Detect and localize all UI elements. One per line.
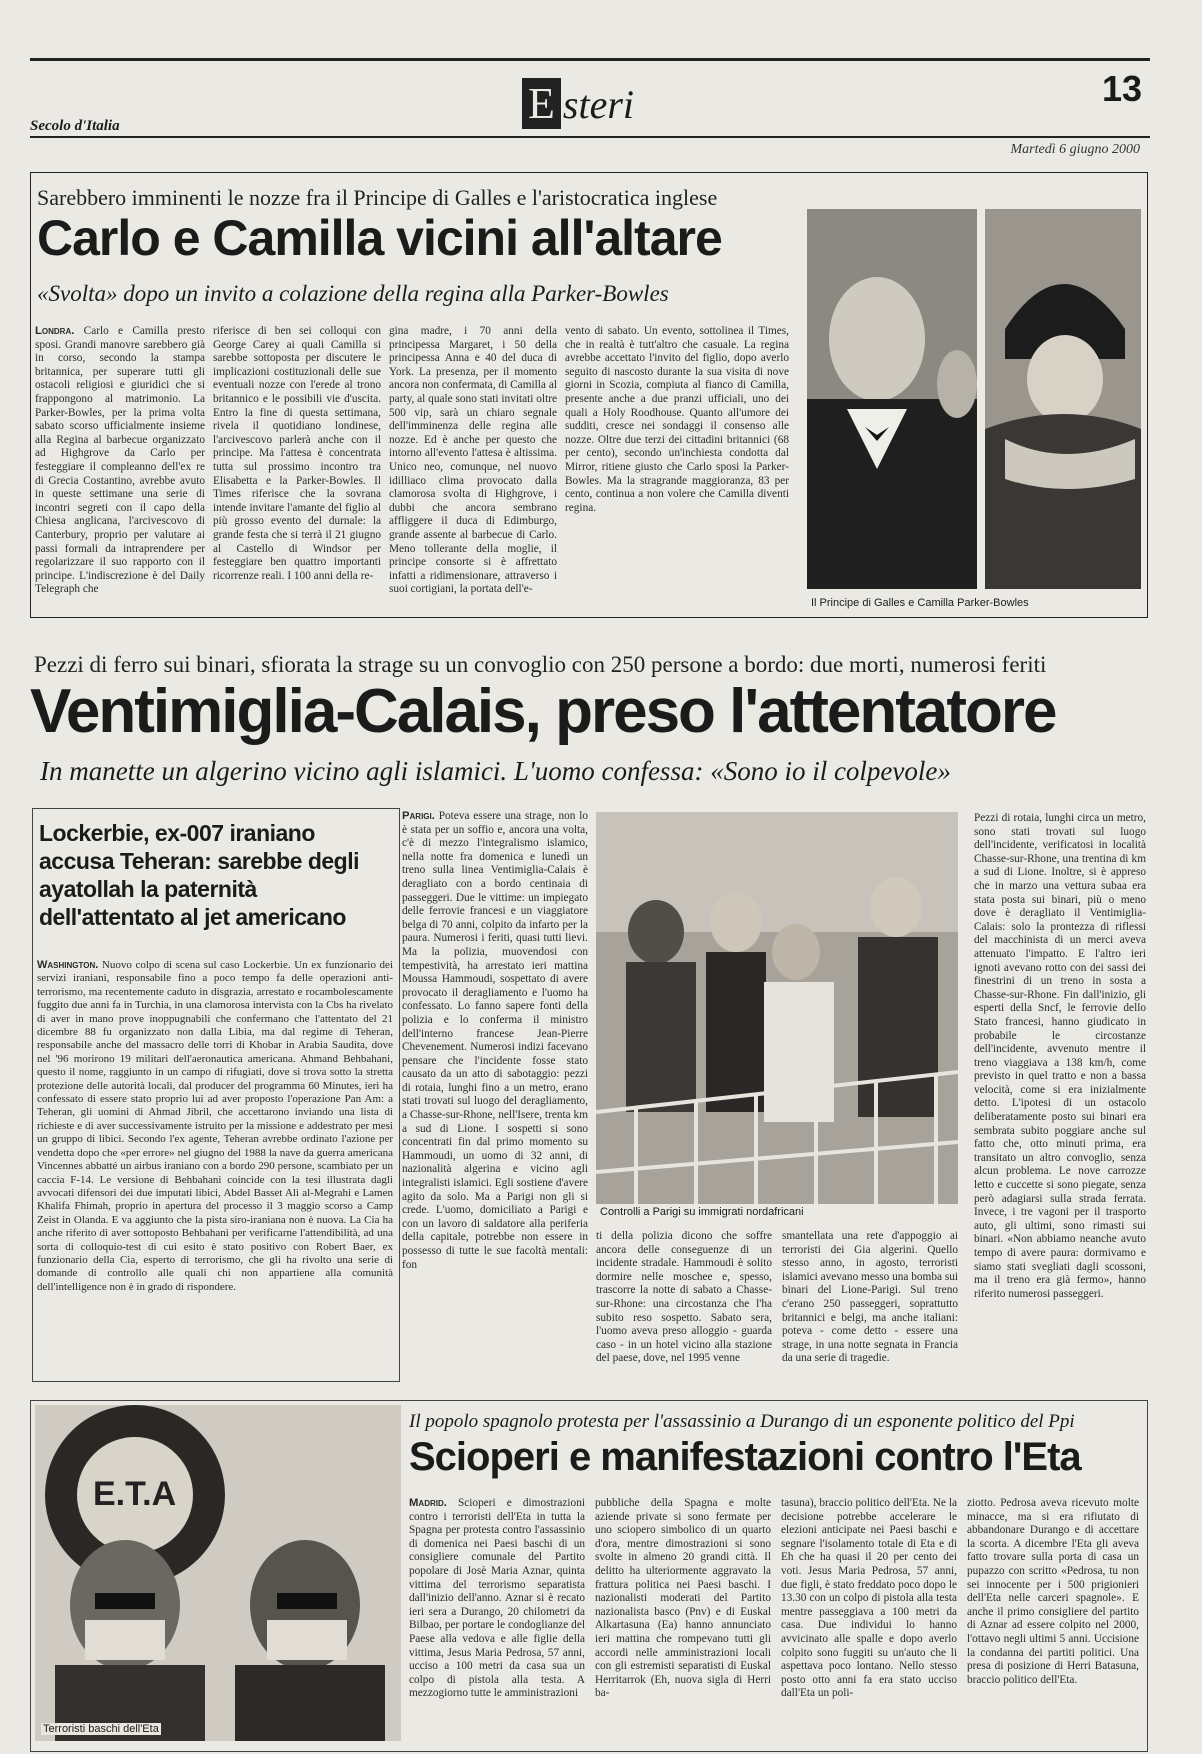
masthead-rule (30, 136, 1150, 138)
top-rule (30, 58, 1150, 61)
story2-dateline: Parigi. (402, 810, 435, 822)
story3-headline: Scioperi e manifestazioni contro l'Eta (409, 1435, 1081, 1479)
story1-photo-caption: Il Principe di Galles e Camilla Parker-Bowles (811, 597, 1029, 609)
photo-prince-charles (807, 209, 977, 589)
story2-photo-caption: Controlli a Parigi su immigrati nordafricani (600, 1206, 804, 1218)
story3-column-2 (595, 1497, 771, 1745)
story1-deck: «Svolta» dopo un invito a colazione della regina alla Parker-Bowles (37, 281, 669, 306)
story1-kicker: Sarebbero imminenti le nozze fra il Principe di Galles e l'aristocratica inglese (37, 185, 718, 210)
story1-col2-text: riferisce di ben sei colloqui con George Carey ai quali Camilla si sarebbe sottoposta per discutere le implicazioni costituzionali delle sue eventuali nozze con l'erede al trono britannico e le possibili vie d'uscita. Entro la fine di questa settimana, rivela il quotidiano londinese, l'arcivescovo parlerà anche con il principe. Ma l'attesa è concentrata tutta sul prossimo incontro tra Elisabetta e la Parker-Bowles. Il Times riferisce che la sovrana intende invitare l'amante del figlio al più grosso evento del durnale: la grande festa che si terrà il 21 giugno al Castello di Windsor per festeggiare ben quattro importanti ricorrenze reali. I 100 anni della re- (213, 325, 381, 582)
section-initial: E (522, 78, 561, 129)
story2-col-d-text: Pezzi di rotaia, lunghi circa un metro, sono stati trovati sul luogo dell'incidente, verificatosi in località Chasse-sur-Rhone, una trentina di km a sud di Lione. Inoltre, si è appreso che in marzo una vettura subaa era stata posta sui binari, più o meno dove è deragliato il Ventimiglia-Calais: solo la prontezza di riflessi del macchinista di un merci aveva attenuato l'impatto. E l'altro ieri ignoti avevano rotto con dei sassi dei finestrini di un treno in sosta a Chasse-sur-Rhone. Fin dall'inizio, gli esperti della Sncf, le ferrovie dello Stato francesi, hanno giudicato in probabile le circostanze dell'incidente, avvenuto mentre il treno viaggiava a 138 km/h, come previsto in quel tratto e non a bassa velocità, come si era inizialmente detto. L'ipotesi di un ostacolo deliberatamente posto sui binari era sembrata subito poggiare anche sul fatto che, otto minuti prima, era transitato un altro convoglio, senza alcun problema. Le nove carrozze letto e cuccette si sono piegate, senza però adagiarsi sulla strada ferrata. Invece, i tre vagoni per il trasporto auto, gli ultimi, sono rimasti sui binari. «Non abbiamo neanche avuto tempo di avere paura: dormivamo e siamo stati svegliati dagli scossoni, ma il treno era già fermo», hanno riferito numerosi passeggeri. (974, 812, 1146, 1300)
paris-controls-image (596, 812, 958, 1204)
story-carlo-camilla (30, 172, 1148, 618)
story3-col1-text: Scioperi e dimostrazioni contro i terroristi dell'Eta in tutta la Spagna per protesta contro l'assassinio di domenica nei Paesi baschi di un consigliere comunale del Partito popolare di Josè Maria Aznar, quinta vittima del terrorismo separatista dall'inizio dell'anno. Aznar si è recato ieri sera a Durango, 20 chilometri da Bilbao, per portare le condoglianze del Paese alla vedova e alle figlie della vittima, Jesus Maria Pedrosa, 57 anni, ucciso a 100 metri da casa sua un colpo di pistola alla testa. A mezzogiorno tutte le amministrazioni (409, 1497, 585, 1700)
story2-col-c-text: smantellata una rete d'appoggio ai terroristi dei Gia algerini. Quello stesso anno, in agosto, terroristi islamici avevano messo una bomba sui binari del Lione-Parigi. Sul treno c'erano 250 passeggeri, soprattutto britannici e belgi, ma anche italiani: poteva - come detto - essere una strage, in una notte segnata in Francia da una serie di tragedie. (782, 1230, 958, 1365)
eta-flag-text: E.T.A (93, 1475, 177, 1513)
story2-column-a (402, 810, 588, 1376)
story3-col2-text: pubbliche della Spagna e molte aziende private si sono fermate per uno sciopero simbolico di un quarto d'ora, mentre dimostrazioni si sono svolte in almeno 20 grandi città. Il delitto ha ulteriormente aggravato la frattura politica nei Paesi baschi. I nazionalisti moderati del Partito nazionalista basco (Pnv) e di Euskal Alkartasuna (Ea) hanno annunciato ieri mattina che rompevano tutti gli accordi nelle amministrazioni locali con gli estremisti separatisti di Euskal Herritarrok (Eh, nuova sigla di Herri ba- (595, 1497, 771, 1700)
story2-col-a-text: Poteva essere una strage, non lo è stata per un soffio e, ancora una volta, c'è di mezzo l'integralismo islamico, nella notte fra domenica e lunedì un treno sulla linea Ventimiglia-Calais è deragliato con a bordo centinaia di passeggeri. Due le vittime: un impiegato delle ferrovie francesi e un viaggiatore belga di 70 anni, colpito da infarto per la paura. Numerosi i feriti, quasi tutti lievi. Ma la polizia, muovendosi con tempestività, ha arrestato ieri mattina Moussa Hammoudi, sospettato di avere provocato il deragliamento e l'uomo ha confessato. Lo fanno sapere fonti della polizia e lo conferma il ministro dell'interno francese Jean-Pierre Chevenement. Numerosi indizi facevano pensare che l'incidente fosse stato causato da un atto di sabotaggio: pezzi di rotaia, lunghi fino a un metro, erano stati trovati sul luogo del deragliamento, a Chasse-sur-Rhone, nell'Isere, trenta km a sud di Lione. I sospetti si sono concentrati fin dal primo momento su Hammoudi, un uomo di 32 anni, di nazionalità algerina e vicino agli integralisti islamici. Egli sostiene d'avere agito da solo. Ma a Parigi non gli si crede. L'uomo, domiciliato a Parigi e con un lavoro di saldatore alla periferia della capitale, potrebbe non essere in possesso di tutte le sue facoltà mentali: fon (402, 810, 588, 1271)
story1-col3-text: gina madre, i 70 anni della principessa Margaret, i 50 della principessa Anna e 40 del duca di York. La presenza, per il momento ancora non confermata, di Camilla al party, al quale sono stati invitati oltre 500 vip, sarà un chiaro segnale dell'imminenza delle regina alle nozze. Ed è anche per questo che intorno all'evento l'attesa è altissima. Unico neo, comunque, nel nuovo idilliaco clima provocato dalla clamorosa svolta di Highgrove, i dubbi che ancora sembrano affliggere il duca di Edimburgo, grande assente al barbecue di Carlo. Meno tollerante della moglie, il principe consorte si è affrettato infatti a ridimensionare, attraverso i suoi cortigiani, la portata dell'e- (389, 325, 557, 596)
story3-photo-caption: Terroristi baschi dell'Eta (43, 1723, 159, 1735)
story1-dateline: Londra. (35, 325, 75, 337)
story2-headline: Ventimiglia-Calais, preso l'attentatore (30, 677, 1056, 746)
issue-date: Martedì 6 giugno 2000 (1010, 142, 1140, 157)
story2-deck: In manette un algerino vicino agli islamici. L'uomo confessa: «Sono io il colpevole» (40, 756, 951, 786)
story2-column-b (596, 1230, 772, 1376)
section-rest: steri (562, 82, 635, 127)
story2-column-c (782, 1230, 958, 1376)
story-eta (30, 1400, 1148, 1752)
page-number: 13 (1101, 68, 1142, 109)
photo-camilla (985, 209, 1141, 589)
story3-kicker: Il popolo spagnolo protesta per l'assassinio a Durango di un esponente politico del Ppi (409, 1411, 1075, 1432)
story3-col3-text: tasuna), braccio politico dell'Eta. Ne la decisione potrebbe accelerare le elezioni anticipate nei Paesi baschi e segnare l'isolamento totale di Eta e di Eh che ha quasi il 20 per cento dei voti. Jesus Maria Pedrosa, 57 anni, due figli, è stato freddato poco dopo le 13.30 con un colpo di pistola alla testa mentre passeggiava a 100 metri da casa. Due individui lo hanno avvicinato alle spalle e dopo averlo colpito sono fuggiti su un'auto che li aspettava poco lontano. Nello stesso posto otto anni fa era stato ucciso dall'Eta un poli- (781, 1497, 957, 1700)
camilla-image (985, 209, 1141, 589)
story2-kicker: Pezzi di ferro sui binari, sfiorata la strage su un convoglio con 250 persone a bordo: due morti, numerosi feriti (34, 652, 1047, 677)
sidebar-body (37, 959, 393, 1373)
story3-dateline: Madrid. (409, 1497, 447, 1509)
sidebar-dateline: Washington. (37, 959, 99, 971)
story3-col4-text: ziotto. Pedrosa aveva ricevuto molte minacce, ma si era rifiutato di abbandonare Durango e di accettare la scorta. A dicembre l'Eta gli aveva fatto trovare sulla porta di casa un pupazzo con scritto «Pedrosa, tu non sei innocente per i 500 prigionieri dell'Eta nelle carceri spagnole». E anche il primo consigliere del partito di Aznar ad essere colpito nel 2000, l'ottavo negli ultimi 5 anni. Uccisione la condanna dei partiti politici. Una presa di posizione di Herri Batasuna, braccio politico dell'Eta. (967, 1497, 1139, 1686)
prince-charles-image (807, 209, 977, 589)
story3-column-4 (967, 1497, 1139, 1745)
sidebar-lockerbie (32, 808, 400, 1382)
story3-column-3 (781, 1497, 957, 1745)
story3-column-1 (409, 1497, 585, 1745)
photo-paris-controls (596, 812, 958, 1204)
story2-column-d (974, 812, 1146, 1376)
eta-terrorists-image (35, 1405, 401, 1741)
section-title (522, 78, 634, 129)
story1-headline: Carlo e Camilla vicini all'altare (37, 210, 722, 266)
story1-col1-text: Carlo e Camilla presto sposi. Grandi manovre sarebbero già in corso, secondo la stampa britannica, per superare tutti gli ostacoli religiosi e giuridici che si frappongono al matrimonio. La Parker-Bowles, per la prima volta sabato scorso ufficialmente insieme alla Regina al barbecue organizzato ad Highgrove da Carlo per festeggiare il compleanno dell'ex re di Grecia Costantino, avrebbe avuto in queste settimane una serie di incontri segreti con il capo della Chiesa anglicana, l'arcivescovo di Canterbury, proprio per valutare ai passi formali da intraprendere per regolarizzare il suo rapporto con il principe. L'indiscrezione è del Daily Telegraph che (35, 325, 205, 596)
photo-eta-terrorists (35, 1405, 401, 1741)
story1-col4-text: vento di sabato. Un evento, sottolinea il Times, che in realtà è tutt'altro che casuale. La regina avrebbe accettato l'invito del figlio, dopo averlo seguito di nascosto durante la sua visita di nove giorni in Scozia, compiuta al fianco di Camilla, presente anche a due pranzi ufficiali, uno dei quali a Holy Roodhouse. Quanto all'umore dei sudditi, cresce nei sondaggi il consenso alle nozze. Oltre due terzi dei cittadini britannici (68 per cento), secondo un'inchiesta condotta dal Mirror, ritiene giusto che Carlo sposi la Parker-Bowles. Ma la stragrande maggioranza, 83 per cento, continua a non volere che Camilla diventi regina. (565, 325, 789, 514)
story2-col-b-text: ti della polizia dicono che soffre ancora delle conseguenze di un incidente stradale. Hammoudi è solito dormire nelle moschee e, spesso, trascorre la notte di sabato a Chasse-sur-Rhone: una circostanza che l'ha subito reso sospetto. Sabato sera, l'uomo aveva preso alloggio - guarda caso - in un hotel vicino alla stazione del paese, dove, nel 1995 venne (596, 1230, 772, 1365)
story1-column-4 (565, 325, 789, 607)
story1-column-1 (35, 325, 205, 607)
sidebar-text: Nuovo colpo di scena sul caso Lockerbie. Un ex funzionario dei servizi iraniani, responsabile fino a poco tempo fa delle operazioni anti-terrorismo, ma recentemente caduto in disgrazia, arrestato e rocambolescamente fuggito due anni fa in Turchia, in una clamorosa intervista con la Cbs ha rivelato di aver in mano prove inoppugnabili che confermano che l'attentato del 21 dicembre 88 fu organizzato non dalla Libia, ma dal regime di Teheran, responsabile anche del massacro delle torri di Khobar in Arabia Saudita, dove nel '96 morirono 19 militari dell'aeronautica americana. Ahmand Behbahani, questo il nome, raggiunto in un campo di rifugiati, dove si trova sotto la stretta protezione delle autorità locali, dal producer del programma 60 Minutes, ieri ha confessato di essere stato proprio lui ad aver proposto l'operazione Pan Am: a Teheran, gli uomini di Ahmad Jibril, che accettarono inviando una lista di richieste e di aver successivamente istruito per la missione e addestrato per mesi un gruppo di libici. Secondo l'ex agente, Teheran avrebbe ordinato l'azione per vendetta dopo che «per errore» nel giugno del 1988 la nave da guerra americana Vincennes abbatté un airbus iraniano con a bordo 290 persone, scambiato per un caccia F-14. Le versione di Behbahani coincide con la tesi illustrata dagli avvocati difensori dei due imputati libici, Abdel Basset Ali al-Megrahi e Lamen Khalifa Fhimah, proprio in apertura del processo il 3 maggio scorso a Camp Zeist in Olanda. E va aggiunto che la pista siro-iraniana non è nuova. La Cia ha anche riferito di aver sottoposto Behbahani per verificarne l'attendibilità, ad una sorta di colloquio-test di cui esito è stato positivo con Robert Baer, ex funzionario della Cia, esperto di terrorismo, che gli ha rivolto una serie di domande di controllo alle quali chi non appartiene alla comunità dell'intelligence non è in grado di rispondere. (37, 959, 393, 1293)
sidebar-headline: Lockerbie, ex-007 iraniano accusa Teheran: sarebbe degli ayatollah la paternità dell'attentato al jet americano (39, 820, 359, 930)
story1-column-2 (213, 325, 381, 607)
paper-name: Secolo d'Italia (30, 118, 120, 134)
story1-column-3 (389, 325, 557, 607)
